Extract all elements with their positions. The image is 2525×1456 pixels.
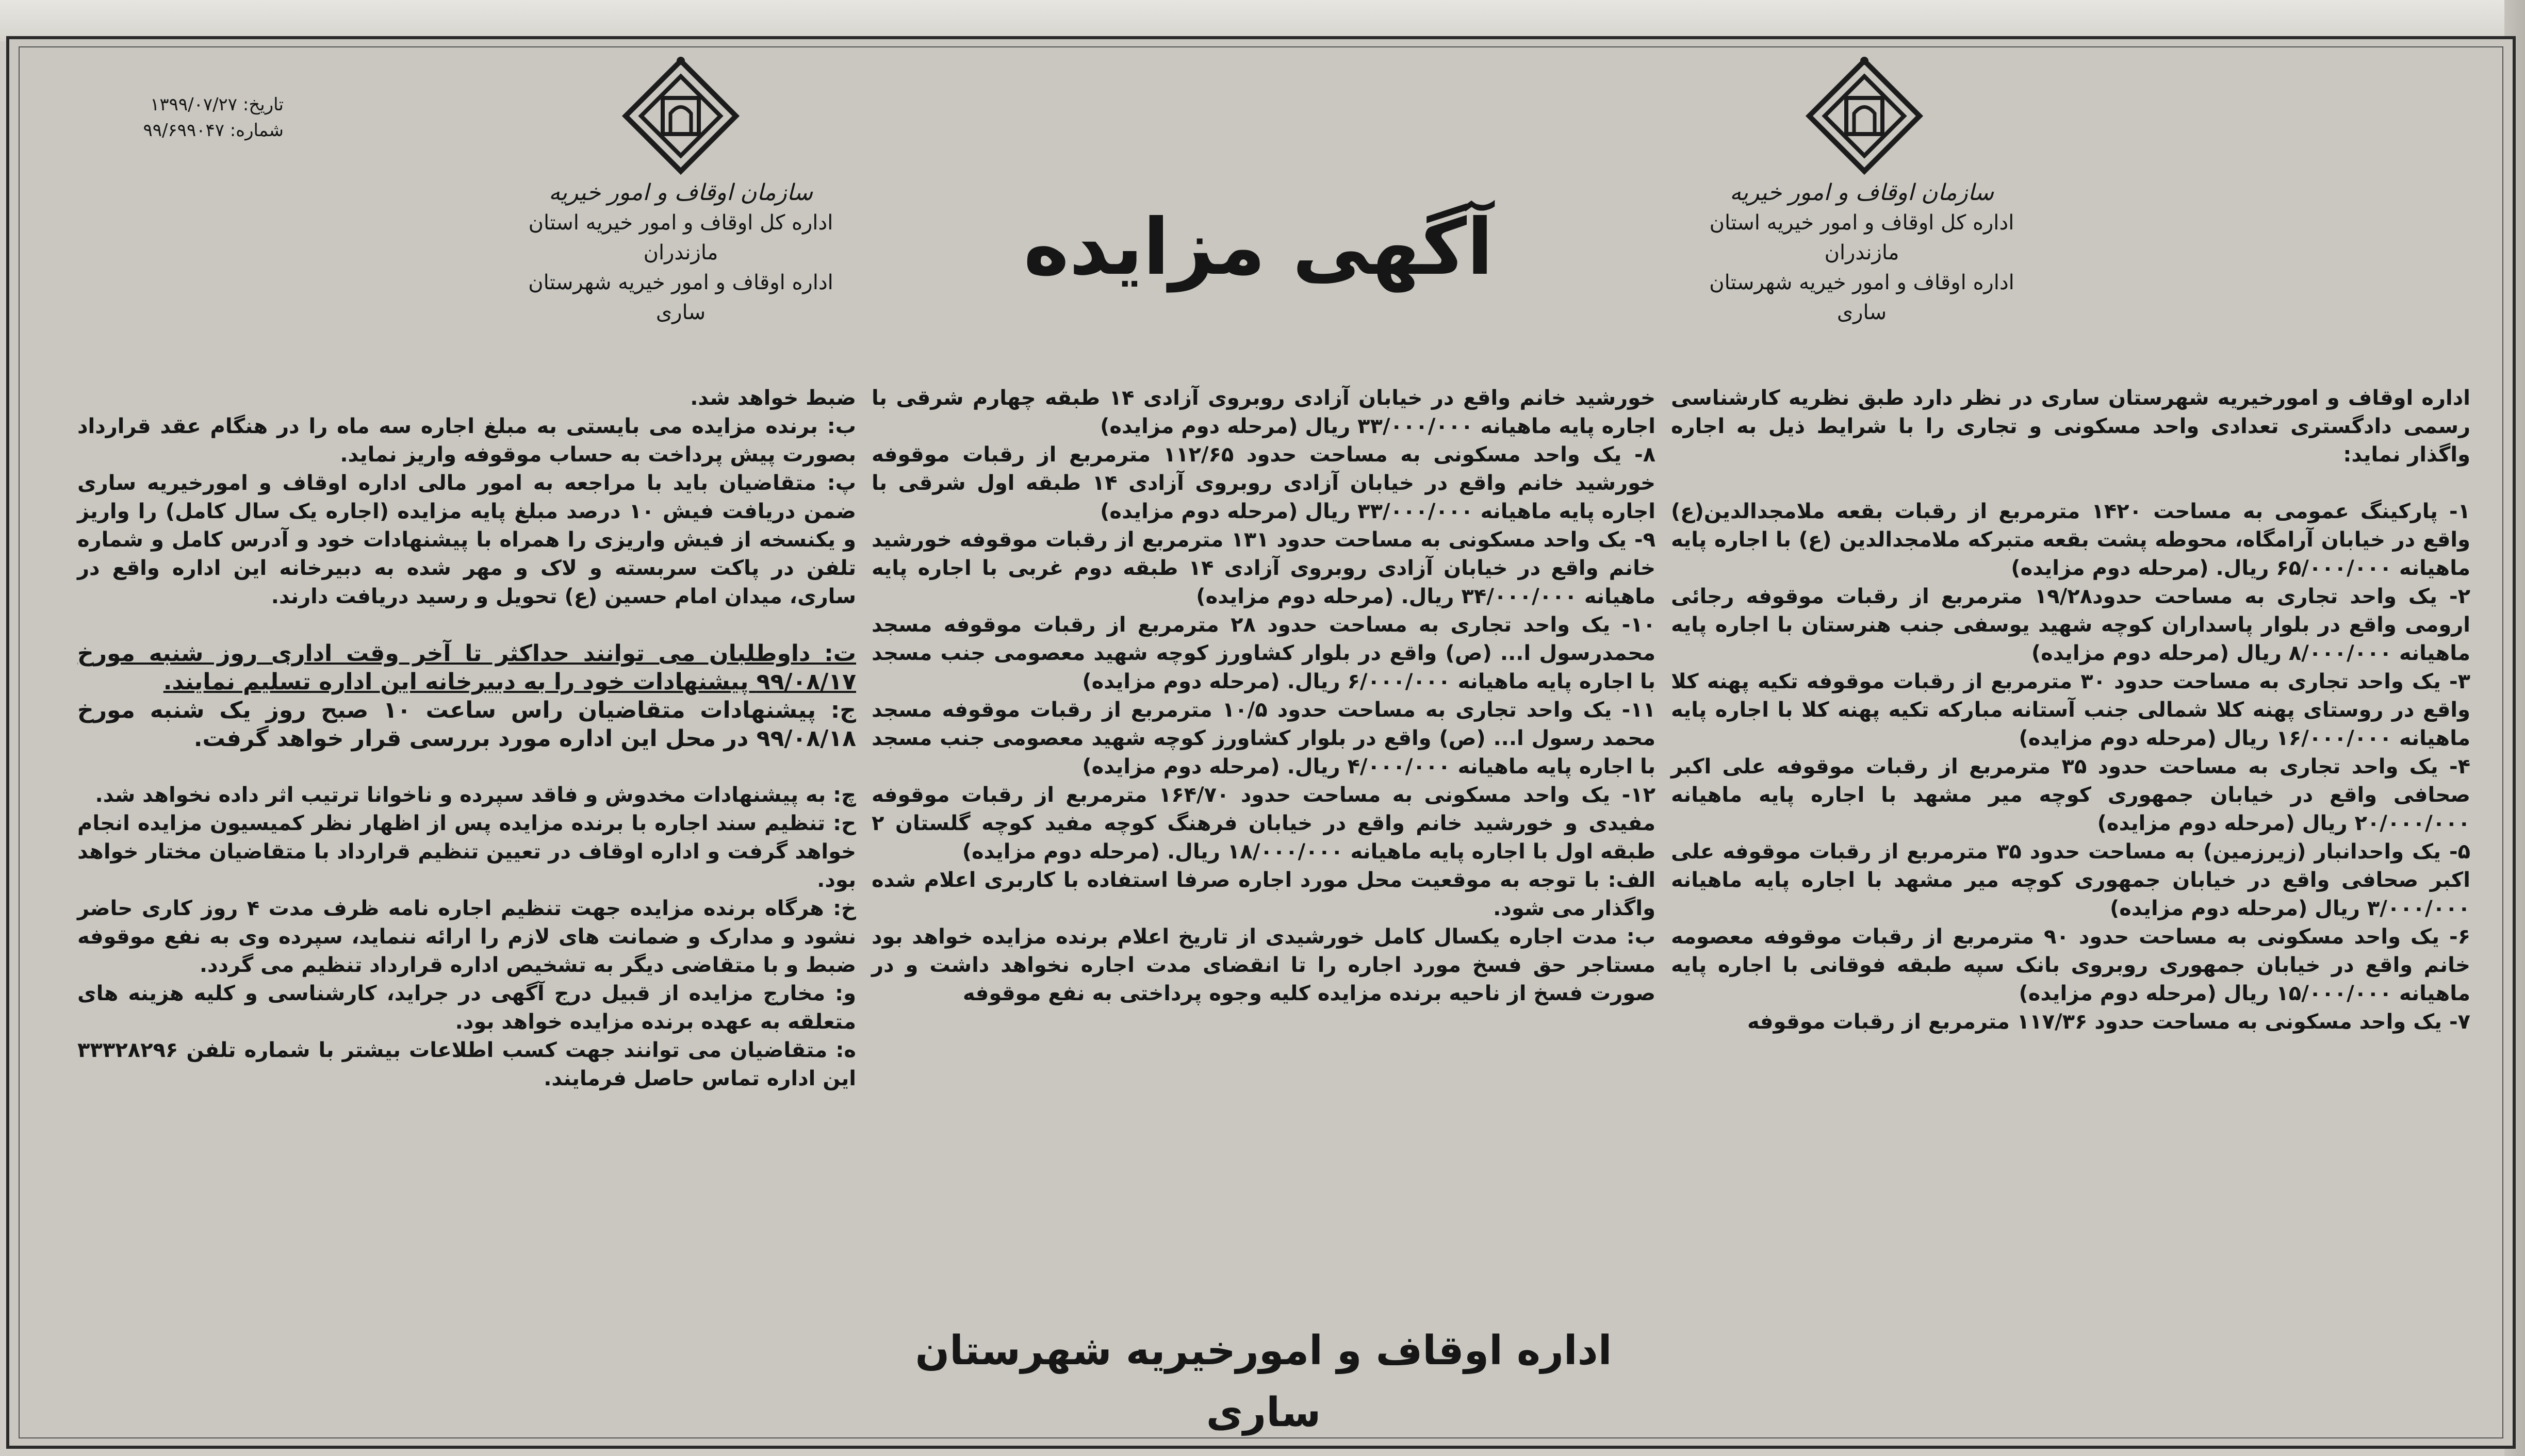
list-item: ۷- یک واحد مسکونی به مساحت حدود ۱۱۷/۳۶ مترمربع از رقبات موقوفه	[1747, 1010, 2470, 1034]
list-item: ۸- یک واحد مسکونی به مساحت حدود ۱۱۲/۶۵ مترمربع از رقبات موقوفه خورشید خانم واقع در خیابان آزادی روبروی آزادی ۱۴ طبقه اول شرقی با اجاره پایه ماهیانه ۳۳/۰۰۰/۰۰۰ ریال (مرحله دوم مزایده)	[872, 443, 1656, 523]
list-item: ۱۰- یک واحد تجاری به مساحت حدود ۲۸ مترمربع از رقبات موقوفه مسجد محمدرسول ا... (ص) واقع در بلوار کشاورز کوچه شهید معصومی جنب مسجد با اجاره پایه ماهیانه ۶/۰۰۰/۰۰۰ ریال. (مرحله دوم مزایده)	[872, 613, 1656, 693]
org-name-left: سازمان اوقاف و امور خیریه	[549, 179, 813, 206]
org-province-left: اداره کل اوقاف و امور خیریه استان مازندران	[528, 211, 833, 264]
list-item: ۲- یک واحد تجاری به مساحت حدود۱۹/۲۸ مترمربع از رقبات موقوفه رجائی ارومی واقع در بلوار پاسداران کوچه شهید یوسفی جنب هنرستان با اجاره پایه ماهیانه ۸/۰۰۰/۰۰۰ ریال (مرحله دوم مزایده)	[1671, 585, 2470, 665]
column-left	[77, 384, 856, 1093]
page-title: آگهی مزایده	[1023, 203, 1494, 292]
list-item: خورشید خانم واقع در خیابان آزادی روبروی آزادی ۱۴ طبقه چهارم شرقی با اجاره پایه ماهیانه ۳۳/۰۰۰/۰۰۰ ریال (مرحله دوم مزایده)	[872, 386, 1655, 438]
condition-item: ب: برنده مزایده می بایستی به مبلغ اجاره سه ماه را در هنگام عقد قرارداد بصورت پیش پرداخت به حساب موقوفه واریز نماید.	[77, 415, 856, 467]
column-middle	[872, 384, 1655, 1008]
condition-item: ه: متقاضیان می توانند جهت کسب اطلاعات بیشتر با شماره تلفن ۳۳۳۲۸۲۹۶ این اداره تماس حاصل فرمایند.	[77, 1038, 856, 1090]
condition-item: و: مخارج مزایده از قبیل درج آگهی در جراید، کارشناسی و کلیه هزینه های متعلقه به عهده برنده مزایده خواهد بود.	[77, 982, 856, 1034]
intro-paragraph: اداره اوقاف و امورخیریه شهرستان ساری در نظر دارد طبق نظریه کارشناسی رسمی دادگستری تعدادی واحد مسکونی و تجاری را با شرایط ذیل به اجاره واگذار نماید:	[1671, 386, 2470, 467]
footer-signature: اداره اوقاف و امورخیریه شهرستان ساری	[915, 1328, 1612, 1436]
condition-item: خ: هرگاه برنده مزایده جهت تنظیم اجاره نامه ظرف مدت ۴ روز کاری حاضر نشود و مدارک و ضمانت های لازم را ارائه ننماید، سپرده وی به نفع موقوفه ضبط و با متقاضی دیگر به تشخیص اداره قرارداد تنظیم می گردد.	[77, 897, 857, 977]
org-header-left	[500, 178, 861, 327]
paper-edge	[0, 0, 2525, 41]
org-province-right: اداره کل اوقاف و امور خیریه استان مازندران	[1709, 211, 2014, 264]
list-item: ۱۱- یک واحد تجاری به مساحت حدود ۱۰/۵ مترمربع از رقبات موقوفه مسجد محمد رسول ا... (ص) واقع در بلوار کشاورز کوچه شهید معصومی جنب مسجد با اجاره پایه ماهیانه ۴/۰۰۰/۰۰۰ ریال. (مرحله دوم مزایده)	[872, 698, 1655, 779]
list-item: ۳- یک واحد تجاری به مساحت حدود ۳۰ مترمربع از رقبات موقوفه تکیه پهنه کلا واقع در روستای پهنه کلا شمالی جنب آستانه مبارکه تکیه پهنه کلا با اجاره پایه ماهیانه ۱۶/۰۰۰/۰۰۰ ریال (مرحله دوم مزایده)	[1671, 670, 2470, 750]
condition-item: چ: به پیشنهادات مخدوش و فاقد سپرده و ناخوانا ترتیب اثر داده نخواهد شد.	[95, 783, 856, 807]
list-item: ۱- پارکینگ عمومی به مساحت ۱۴۲۰ مترمربع از رقبات بقعه ملامجدالدین(ع) واقع در خیابان آرامگاه، محوطه پشت بقعه متبرکه ملامجدالدین (ع) با اجاره پایه ماهیانه ۶۵/۰۰۰/۰۰۰ ریال. (مرحله دوم مزایده)	[1671, 500, 2470, 580]
opening-notice: ج: پیشنهادات متقاضیان راس ساعت ۱۰ صبح روز یک شنبه مورخ ۹۹/۰۸/۱۸ در محل این اداره مورد بررسی قرار خواهد گرفت.	[77, 697, 857, 752]
org-name-right: سازمان اوقاف و امور خیریه	[1730, 179, 1994, 206]
org-city-left: اداره اوقاف و امور خیریه شهرستان ساری	[528, 271, 833, 324]
awqaf-logo-icon	[1805, 57, 1924, 175]
condition-item: پ: متقاضیان باید با مراجعه به امور مالی اداره اوقاف و امورخیریه ساری ضمن دریافت فیش ۱۰ درصد مبلغ پایه مزایده (اجاره یک سال کامل) را واریز و یکنسخه از فیش واریزی را همراه با پیشنهادات خود و آدرس کامل و شماره تلفن در پاکت سربسته و لاک و مهر شده به دبیرخانه این اداره واقع در ساری، میدان امام حسین (ع) تحویل و رسید دریافت دارند.	[77, 471, 856, 608]
date-line: تاریخ: ۱۳۹۹/۰۷/۲۷	[150, 94, 284, 115]
condition-item: ب: مدت اجاره یکسال کامل خورشیدی از تاریخ اعلام برنده مزایده خواهد بود مستاجر حق فسخ مورد اجاره را تا انقضای مدت اجاره نخواهد داشت و در صورت فسخ از ناحیه برنده مزایده کلیه وجوه پرداختی به نفع موقوفه	[872, 925, 1655, 1005]
date-number-box	[77, 92, 284, 143]
list-item: ۹- یک واحد مسکونی به مساحت حدود ۱۳۱ مترمربع از رقبات موقوفه خورشید خانم واقع در خیابان آزادی روبروی آزادی ۱۴ طبقه دوم غربی با اجاره پایه ماهیانه ۳۴/۰۰۰/۰۰۰ ریال. (مرحله دوم مزایده)	[872, 528, 1655, 608]
list-item: ۱۲- یک واحد مسکونی به مساحت حدود ۱۶۴/۷۰ مترمربع از رقبات موقوفه مفیدی و خورشید خانم واقع در خیابان فرهنگ کوچه مفید کوچه گلستان ۲ طبقه اول با اجاره پایه ماهیانه ۱۸/۰۰۰/۰۰۰ ریال. (مرحله دوم مزایده)	[872, 783, 1656, 864]
org-city-right: اداره اوقاف و امور خیریه شهرستان ساری	[1709, 271, 2014, 324]
list-item: ۴- یک واحد تجاری به مساحت حدود ۳۵ مترمربع از رقبات موقوفه علی اکبر صحافی واقع در خیابان جمهوری کوچه میر مشهد با اجاره پایه ماهیانه ۲۰/۰۰۰/۰۰۰ ریال (مرحله دوم مزایده)	[1671, 755, 2470, 835]
org-header-right	[1681, 178, 2042, 327]
list-item: ۶- یک واحد مسکونی به مساحت حدود ۹۰ مترمربع از رقبات موقوفه معصومه خانم واقع در خیابان جمهوری روبروی بانک سپه طبقه فوقانی با اجاره پایه ماهیانه ۱۵/۰۰۰/۰۰۰ ریال (مرحله دوم مزایده)	[1671, 925, 2470, 1005]
condition-item: ح: تنظیم سند اجاره با برنده مزایده پس از اظهار نظر کمیسیون مزایده انجام خواهد گرفت و اداره اوقاف در تعیین تنظیم قرارداد با متقاضیان مختار خواهد بود.	[77, 812, 856, 892]
condition-item: ضبط خواهد شد.	[690, 386, 856, 410]
awqaf-logo-icon	[621, 57, 740, 175]
condition-item: الف: با توجه به موقعیت محل مورد اجاره صرفا استفاده با کاربری اعلام شده واگذار می شود.	[872, 868, 1655, 920]
deadline-notice: ت: داوطلبان می توانند حداکثر تا آخر وقت اداری روز شنبه مورخ ۹۹/۰۸/۱۷ پیشنهادات خود را به دبیرخانه این اداره تسلیم نمایند.	[77, 640, 856, 695]
column-right	[1671, 384, 2470, 1036]
list-item: ۵- یک واحدانبار (زیرزمین) به مساحت حدود ۳۵ مترمربع از رقبات موقوفه علی اکبر صحافی واقع در خیابان جمهوری کوچه میر مشهد با اجاره پایه ماهیانه ۳/۰۰۰/۰۰۰ ریال (مرحله دوم مزایده)	[1671, 840, 2471, 920]
number-line: شماره: ۹۹/۶۹۹۰۴۷	[143, 120, 284, 141]
